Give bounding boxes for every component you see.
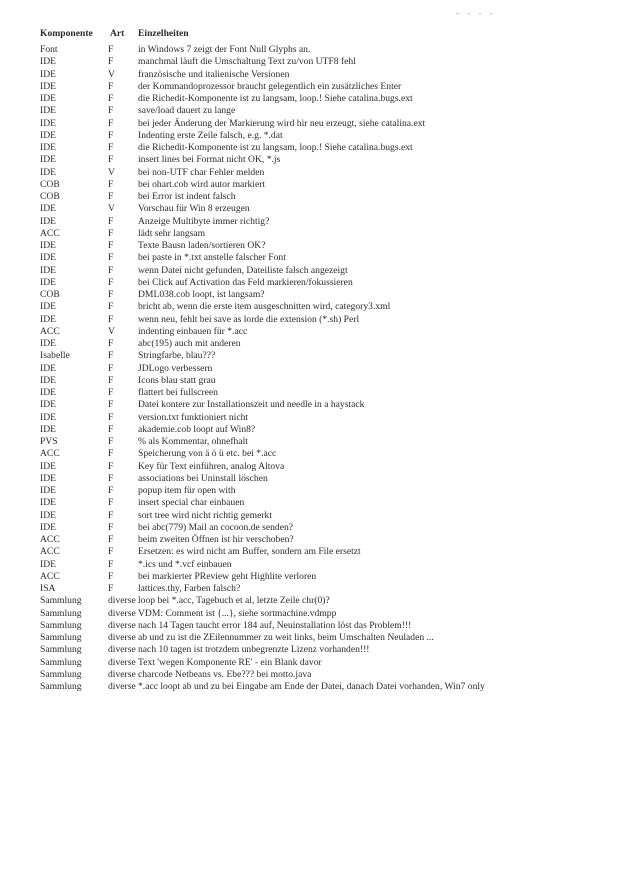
cell-komponente: IDE (40, 93, 56, 104)
cell-komponente: ISA (40, 583, 56, 594)
cell-art: F (108, 80, 114, 92)
cell-art: F (108, 411, 114, 423)
table-row (38, 644, 618, 656)
cell-einzelheiten: Anzeige Multibyte immer richtig? (138, 215, 270, 227)
header-komponente: Komponente (40, 28, 93, 39)
cell-art: diverse (108, 595, 136, 607)
cell-einzelheiten: insert lines bei Format nicht OK, *.js (138, 154, 281, 166)
cell-art: F (108, 289, 114, 300)
cell-art: F (108, 142, 114, 153)
cell-art: diverse (108, 632, 136, 643)
cell-komponente: IDE (40, 80, 56, 92)
cell-art: F (108, 276, 114, 288)
cell-einzelheiten: wenn neu, fehlt bei save as lorde die extension (*.sh) Perl (138, 313, 360, 325)
cell-einzelheiten: VDM: Comment ist {...}, siehe sortmachine.vdmpp (138, 607, 337, 619)
table-row (38, 559, 618, 571)
table-row (38, 461, 618, 473)
cell-art: F (108, 387, 114, 398)
table-row (38, 240, 618, 252)
cell-einzelheiten: lattices.thy, Farben falsch? (138, 583, 241, 594)
table-row (38, 399, 618, 411)
cell-einzelheiten: bricht ab, wenn die erste item ausgeschnitten wird, category3.xml (138, 301, 391, 313)
cell-art: F (108, 117, 114, 129)
cell-einzelheiten: Indenting erste Zeile falsch, e.g. *.dat (138, 129, 283, 141)
cell-komponente: IDE (40, 509, 56, 521)
cell-komponente: IDE (40, 460, 56, 472)
cell-einzelheiten: bei markierter PReview geht Highlite verloren (138, 570, 317, 582)
cell-einzelheiten: *.ics und *.vcf einbauen (138, 558, 232, 570)
header-einzelheiten: Einzelheiten (138, 28, 189, 39)
cell-einzelheiten: manchmal läuft die Umschaltung Text zu/von UTF8 fehl (138, 56, 356, 68)
cell-art: F (108, 509, 114, 521)
table-row (38, 620, 618, 632)
cell-komponente: IDE (40, 485, 56, 496)
table-row (38, 534, 618, 546)
table-row (38, 436, 618, 448)
cell-art: F (108, 497, 114, 509)
cell-komponente: IDE (40, 215, 56, 227)
cell-komponente: Sammlung (40, 656, 82, 668)
cell-einzelheiten: insert special char einbauen (138, 497, 245, 509)
cell-art: F (108, 338, 114, 349)
cell-art: diverse (108, 619, 136, 631)
table-row (38, 228, 618, 240)
cell-einzelheiten: in Windows 7 zeigt der Font Null Glyphs an. (138, 44, 311, 55)
cell-komponente: IDE (40, 387, 56, 398)
cell-einzelheiten: bei ohart.cob wird autor markiert (138, 178, 266, 190)
cell-komponente: IDE (40, 117, 56, 129)
cell-einzelheiten: Speicherung von ä ö ü etc. bei *.acc (138, 448, 277, 460)
table-row (38, 522, 618, 534)
cell-einzelheiten: bei jeder Änderung der Markierung wird hir neu erzeugt, siehe catalina.ext (138, 117, 426, 129)
cell-art: F (108, 460, 114, 472)
table-row (38, 363, 618, 375)
cell-art: diverse (108, 607, 136, 619)
cell-komponente: IDE (40, 154, 56, 166)
table-row (38, 657, 618, 669)
cell-komponente: IDE (40, 142, 56, 153)
table-row (38, 412, 618, 424)
cell-einzelheiten: nach 14 Tagen taucht error 184 auf, Neuinstallation löst das Problem!!! (138, 619, 412, 631)
cell-art: F (108, 399, 114, 411)
cell-art: F (108, 178, 114, 190)
cell-art: V (108, 68, 115, 80)
cell-art: F (108, 374, 114, 386)
cell-komponente: IDE (40, 399, 56, 411)
cell-komponente: IDE (40, 558, 56, 570)
cell-komponente: PVS (40, 436, 58, 447)
cell-einzelheiten: die Richedit-Komponente ist zu langsam, loop.! Siehe catalina.bugs.ext (138, 142, 413, 153)
table-row (38, 350, 618, 362)
cell-art: F (108, 485, 114, 496)
cell-komponente: IDE (40, 129, 56, 141)
table-row (38, 485, 618, 497)
cell-einzelheiten: die Richedit-Komponente ist zu langsam, loop.! Siehe catalina.bugs.ext (138, 93, 413, 104)
cell-art: F (108, 423, 114, 435)
table-row (38, 142, 618, 154)
cell-einzelheiten: Datei kontere zur Installationszeit und needle in a haystack (138, 399, 365, 411)
cell-komponente: Sammlung (40, 632, 82, 643)
cell-einzelheiten: JDLogo verbessern (138, 362, 213, 374)
cell-komponente: IDE (40, 521, 56, 533)
cell-komponente: IDE (40, 497, 56, 509)
table-row (38, 424, 618, 436)
cell-einzelheiten: lädt sehr langsam (138, 227, 206, 239)
cell-einzelheiten: Text 'wegen Komponente RE' - ein Blank davor (138, 656, 322, 668)
table-row (38, 669, 618, 681)
cell-einzelheiten: indenting einbauen für *.acc (138, 325, 248, 337)
cell-art: F (108, 301, 114, 313)
table-row (38, 277, 618, 289)
cell-komponente: Sammlung (40, 607, 82, 619)
cell-art: diverse (108, 644, 136, 656)
cell-art: F (108, 105, 114, 117)
table-row (38, 118, 618, 130)
cell-einzelheiten: *.acc loopt ab und zu bei Eingabe am Ende der Datei, danach Datei vorhanden, Win7 only (138, 681, 485, 692)
cell-komponente: ACC (40, 325, 60, 337)
table-header-row (38, 28, 618, 44)
cell-einzelheiten: der Kommandoprozessor braucht gelegentlich ein zusätzliches Enter (138, 80, 402, 92)
cell-art: F (108, 558, 114, 570)
cell-komponente: COB (40, 289, 60, 300)
issues-table (38, 28, 618, 693)
cell-einzelheiten: Icons blau statt grau (138, 374, 216, 386)
table-row (38, 289, 618, 301)
cell-komponente: Sammlung (40, 644, 82, 656)
cell-komponente: ACC (40, 534, 60, 545)
table-row (38, 595, 618, 607)
table-row (38, 216, 618, 228)
cell-komponente: IDE (40, 338, 56, 349)
table-row (38, 167, 618, 179)
cell-art: F (108, 44, 114, 55)
table-row (38, 56, 618, 68)
table-row (38, 314, 618, 326)
cell-art: F (108, 154, 114, 166)
cell-einzelheiten: nach 10 tagen ist trotzdem unbegrenzte Lizenz vorhanden!!! (138, 644, 370, 656)
table-row (38, 265, 618, 277)
cell-einzelheiten: bei Error ist indent falsch (138, 191, 236, 202)
cell-einzelheiten: sort tree wird nicht richtig gemerkt (138, 509, 273, 521)
table-row (38, 375, 618, 387)
cell-art: diverse (108, 668, 136, 680)
table-row (38, 301, 618, 313)
cell-einzelheiten: charcode Netbeans vs. Ebe??? bei motto.java (138, 668, 312, 680)
cell-art: diverse (108, 656, 136, 668)
cell-art: diverse (108, 681, 136, 692)
table-row (38, 510, 618, 522)
cell-komponente: IDE (40, 203, 56, 215)
table-row (38, 608, 618, 620)
table-row (38, 632, 618, 644)
table-row (38, 681, 618, 693)
table-row (38, 93, 618, 105)
cell-komponente: IDE (40, 252, 56, 264)
table-row (38, 203, 618, 215)
table-row (38, 338, 618, 350)
cell-komponente: IDE (40, 105, 56, 117)
cell-einzelheiten: bei non-UTF char Fehler melden (138, 166, 265, 178)
cell-art: F (108, 448, 114, 460)
cell-komponente: IDE (40, 301, 56, 313)
table-row (38, 497, 618, 509)
cell-einzelheiten: Key für Text einführen, analog Altova (138, 460, 285, 472)
cell-komponente: IDE (40, 56, 56, 68)
cell-art: F (108, 215, 114, 227)
cell-komponente: IDE (40, 423, 56, 435)
cell-art: F (108, 191, 114, 202)
cell-komponente: IDE (40, 240, 56, 251)
cell-komponente: IDE (40, 472, 56, 484)
cell-art: F (108, 313, 114, 325)
cell-einzelheiten: akademie.cob loopt auf Win8? (138, 423, 256, 435)
cell-einzelheiten: französische und italienische Versionen (138, 68, 290, 80)
cell-art: F (108, 264, 114, 276)
cell-komponente: Sammlung (40, 619, 82, 631)
cell-einzelheiten: wenn Datei nicht gefunden, Dateiliste falsch angezeigt (138, 264, 348, 276)
table-row (38, 252, 618, 264)
table-row (38, 179, 618, 191)
cell-art: F (108, 583, 114, 594)
cell-einzelheiten: Texte Bausn laden/sortieren OK? (138, 240, 266, 251)
cell-komponente: Sammlung (40, 681, 82, 692)
cell-art: F (108, 570, 114, 582)
cell-einzelheiten: version.txt funktioniert nicht (138, 411, 249, 423)
cell-einzelheiten: bei paste in *.txt anstelle falscher Font (138, 252, 286, 264)
cell-art: F (108, 240, 114, 251)
cell-komponente: COB (40, 178, 60, 190)
cell-art: F (108, 436, 114, 447)
cell-komponente: Sammlung (40, 668, 82, 680)
table-row (38, 387, 618, 399)
cell-komponente: Sammlung (40, 595, 82, 607)
cell-art: F (108, 252, 114, 264)
table-row (38, 583, 618, 595)
cell-art: F (108, 93, 114, 104)
table-row (38, 69, 618, 81)
cell-komponente: ACC (40, 227, 60, 239)
cell-komponente: IDE (40, 374, 56, 386)
table-row (38, 546, 618, 558)
cell-art: V (108, 203, 115, 215)
table-row (38, 154, 618, 166)
table-row (38, 130, 618, 142)
cell-einzelheiten: bei Click auf Activation das Feld markieren/fokussieren (138, 276, 353, 288)
cell-komponente: IDE (40, 68, 56, 80)
cell-art: F (108, 534, 114, 545)
cell-einzelheiten: ab und zu ist die ZEilennummer zu weit links, beim Umschalten Neuladen ... (138, 632, 434, 643)
cell-art: F (108, 472, 114, 484)
cell-art: F (108, 350, 114, 362)
cell-komponente: IDE (40, 166, 56, 178)
table-row (38, 81, 618, 93)
cell-einzelheiten: loop bei *.acc, Tagebuch et al, letzte Zeile chr(0)? (138, 595, 330, 607)
cell-komponente: ACC (40, 570, 60, 582)
cell-einzelheiten: DML038.cob loopt, ist langsam? (138, 289, 265, 300)
cell-komponente: Font (40, 44, 58, 55)
table-row (38, 44, 618, 56)
cell-einzelheiten: abc(195) auch mit anderen (138, 338, 241, 349)
table-row (38, 105, 618, 117)
table-row (38, 448, 618, 460)
cell-einzelheiten: beim zweiten Öffnen ist hir verschoben? (138, 534, 294, 545)
cell-einzelheiten: save/load dauert zu lange (138, 105, 236, 117)
cell-art: F (108, 521, 114, 533)
table-row (38, 571, 618, 583)
cell-komponente: ACC (40, 448, 60, 460)
cell-komponente: COB (40, 191, 60, 202)
table-row (38, 191, 618, 203)
cell-art: F (108, 56, 114, 68)
cell-komponente: IDE (40, 411, 56, 423)
table-row (38, 326, 618, 338)
header-art: Art (110, 28, 125, 39)
cell-art: V (108, 166, 115, 178)
cell-komponente: Isabelle (40, 350, 70, 362)
cell-einzelheiten: % als Kommentar, ohnefhalt (138, 436, 248, 447)
cell-einzelheiten: Ersetzen: es wird nicht am Buffer, sondern am File ersetzt (138, 546, 361, 558)
cell-art: F (108, 362, 114, 374)
cell-einzelheiten: popup item für open with (138, 485, 236, 496)
cell-art: F (108, 129, 114, 141)
cell-komponente: IDE (40, 362, 56, 374)
page-marker: - - - - (456, 8, 496, 18)
cell-einzelheiten: bei abc(779) Mail an cocoon.de senden? (138, 521, 294, 533)
cell-einzelheiten: flattert bei fullscreen (138, 387, 218, 398)
cell-komponente: IDE (40, 264, 56, 276)
cell-art: F (108, 227, 114, 239)
cell-einzelheiten: Stringfarbe, blau??? (138, 350, 216, 362)
table-row (38, 473, 618, 485)
cell-komponente: IDE (40, 313, 56, 325)
cell-art: F (108, 546, 114, 558)
cell-art: V (108, 325, 115, 337)
cell-komponente: IDE (40, 276, 56, 288)
cell-komponente: ACC (40, 546, 60, 558)
cell-einzelheiten: Vorschau für Win 8 erzeugen (138, 203, 250, 215)
cell-einzelheiten: associations bei Uninstall löschen (138, 472, 268, 484)
